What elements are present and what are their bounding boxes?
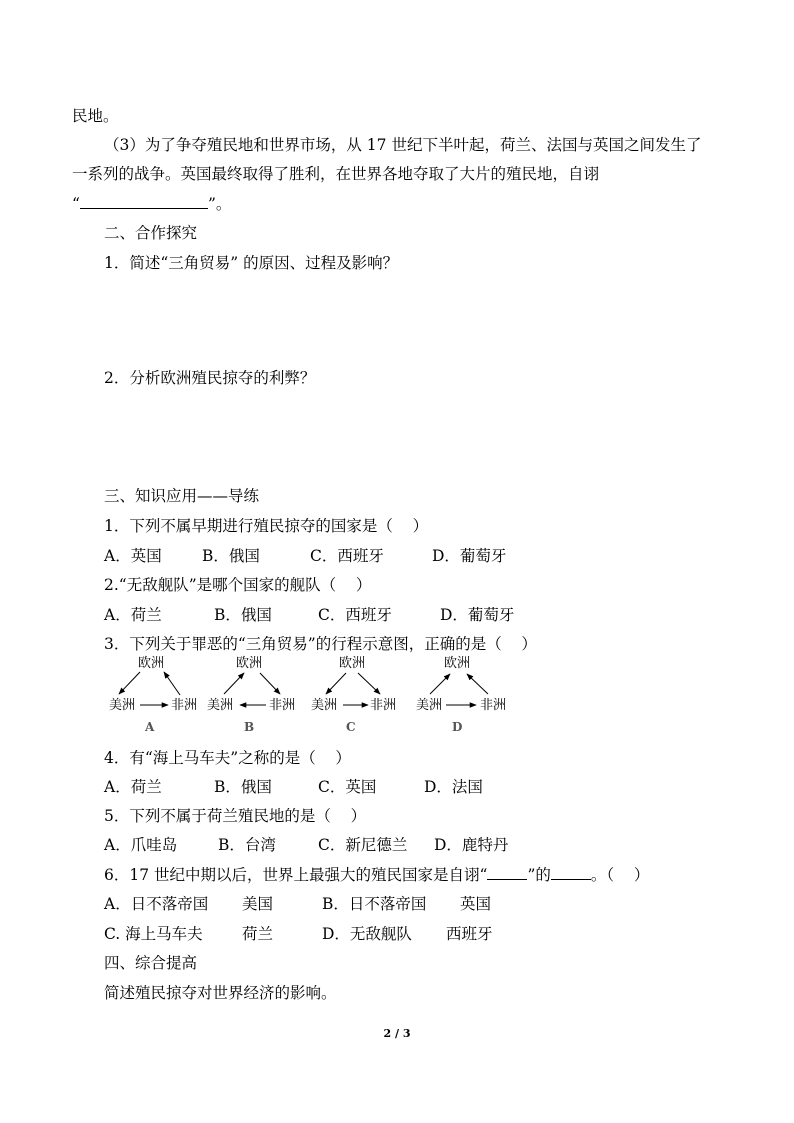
q6-text-b: ”的 bbox=[527, 866, 551, 884]
option: B．俄国 bbox=[202, 547, 260, 565]
arrow-b-europe-africa bbox=[260, 673, 280, 694]
diagram-b-america: 美洲 bbox=[207, 698, 234, 713]
arrow-c-europe-america bbox=[326, 673, 346, 694]
section3-title: 三、知识应用——导练 bbox=[104, 487, 260, 505]
item3-line2: 一系列的战争。英国最终取得了胜利，在世界各地夺取了大片的殖民地，自诩 bbox=[72, 165, 600, 183]
diagram-b-europe: 欧洲 bbox=[236, 656, 263, 671]
option: A．荷兰 bbox=[104, 606, 162, 624]
diagram-c-europe: 欧洲 bbox=[339, 656, 366, 671]
diagram-a-america: 美洲 bbox=[109, 698, 136, 713]
arrow-d-america-europe bbox=[430, 674, 450, 694]
option: B．俄国 bbox=[214, 778, 272, 796]
section2-title: 二、合作探究 bbox=[104, 224, 198, 242]
diagram-a-europe: 欧洲 bbox=[138, 656, 165, 671]
open-quote: “ bbox=[72, 195, 80, 213]
option: B．俄国 bbox=[214, 606, 272, 624]
option: D．法国 bbox=[424, 778, 483, 796]
item3-line3 bbox=[72, 193, 231, 214]
diagram-label-b: B bbox=[244, 720, 255, 734]
arrow-b-america-europe bbox=[224, 673, 244, 694]
diagram-c-africa: 非洲 bbox=[370, 698, 397, 713]
section3-q3: 3．下列关于罪恶的“三角贸易”的行程示意图，正确的是（ ） bbox=[104, 635, 537, 653]
section3-q5: 5．下列不属于荷兰殖民地的是（ ） bbox=[104, 807, 367, 825]
arrow-a-africa-europe bbox=[164, 672, 180, 695]
answer-blank bbox=[80, 193, 208, 209]
arrow-a-europe-america bbox=[119, 672, 140, 694]
section3-q2: 2.“无敌舰队”是哪个国家的舰队（ ） bbox=[104, 576, 372, 594]
option: C．西班牙 bbox=[310, 547, 384, 565]
arrow-c-europe-africa bbox=[358, 673, 380, 694]
option: A．荷兰 bbox=[104, 778, 162, 796]
diagram-d-america: 美洲 bbox=[416, 698, 443, 713]
section4-question: 简述殖民掠夺对世界经济的影响。 bbox=[104, 984, 337, 1002]
section4-title: 四、综合提高 bbox=[104, 954, 198, 972]
option: B．日不落帝国 bbox=[322, 895, 427, 913]
option: C．英国 bbox=[318, 778, 377, 796]
section3-q4: 4．有“海上马车夫”之称的是（ ） bbox=[104, 749, 351, 767]
page-number: 2 / 3 bbox=[383, 1027, 411, 1040]
option: D．葡萄牙 bbox=[440, 606, 515, 624]
diagram-d-europe: 欧洲 bbox=[444, 656, 471, 671]
option: B．台湾 bbox=[218, 836, 276, 854]
q6-text-a: 6．17 世纪中期以后，世界上最强大的殖民国家是自诩“ bbox=[104, 866, 488, 884]
option: A．英国 bbox=[104, 547, 162, 565]
diagram-c-america: 美洲 bbox=[311, 698, 338, 713]
option: C．西班牙 bbox=[318, 606, 392, 624]
q6-blank-2 bbox=[551, 864, 591, 880]
intro-line-end: 民地。 bbox=[72, 107, 119, 125]
triangle-trade-diagram bbox=[100, 652, 530, 736]
option-answer: 荷兰 bbox=[242, 925, 274, 943]
diagram-d-africa: 非洲 bbox=[480, 698, 507, 713]
close-quote: ”。 bbox=[207, 195, 232, 213]
option: D．鹿特丹 bbox=[434, 836, 509, 854]
option: C．新尼德兰 bbox=[318, 836, 408, 854]
section2-q1: 1．简述“三角贸易” 的原因、过程及影响？ bbox=[104, 254, 399, 272]
section2-q2: 2．分析欧洲殖民掠夺的利弊？ bbox=[104, 369, 316, 387]
section3-q1: 1．下列不属早期进行殖民掠夺的国家是（ ） bbox=[104, 517, 429, 535]
diagram-label-c: C bbox=[346, 720, 356, 734]
diagram-a-africa: 非洲 bbox=[171, 698, 198, 713]
q6-text-c: 。（ ） bbox=[590, 866, 650, 884]
option: C. 海上马车夫 bbox=[104, 925, 203, 943]
option: D．无敌舰队 bbox=[322, 925, 412, 943]
option: D．葡萄牙 bbox=[432, 547, 507, 565]
arrow-d-africa-europe bbox=[467, 674, 488, 694]
option: A．日不落帝国 bbox=[104, 895, 209, 913]
section3-q6 bbox=[104, 864, 649, 885]
diagram-label-d: D bbox=[452, 720, 463, 734]
q6-blank-1 bbox=[487, 864, 527, 880]
option-answer: 西班牙 bbox=[446, 925, 493, 943]
item3-line1: （3）为了争夺殖民地和世界市场，从 17 世纪下半叶起，荷兰、法国与英国之间发生了 bbox=[104, 136, 702, 154]
option-answer: 英国 bbox=[460, 895, 492, 913]
option: A．爪哇岛 bbox=[104, 836, 178, 854]
diagram-b-africa: 非洲 bbox=[269, 698, 296, 713]
option-answer: 美国 bbox=[242, 895, 274, 913]
diagram-label-a: A bbox=[145, 720, 155, 734]
